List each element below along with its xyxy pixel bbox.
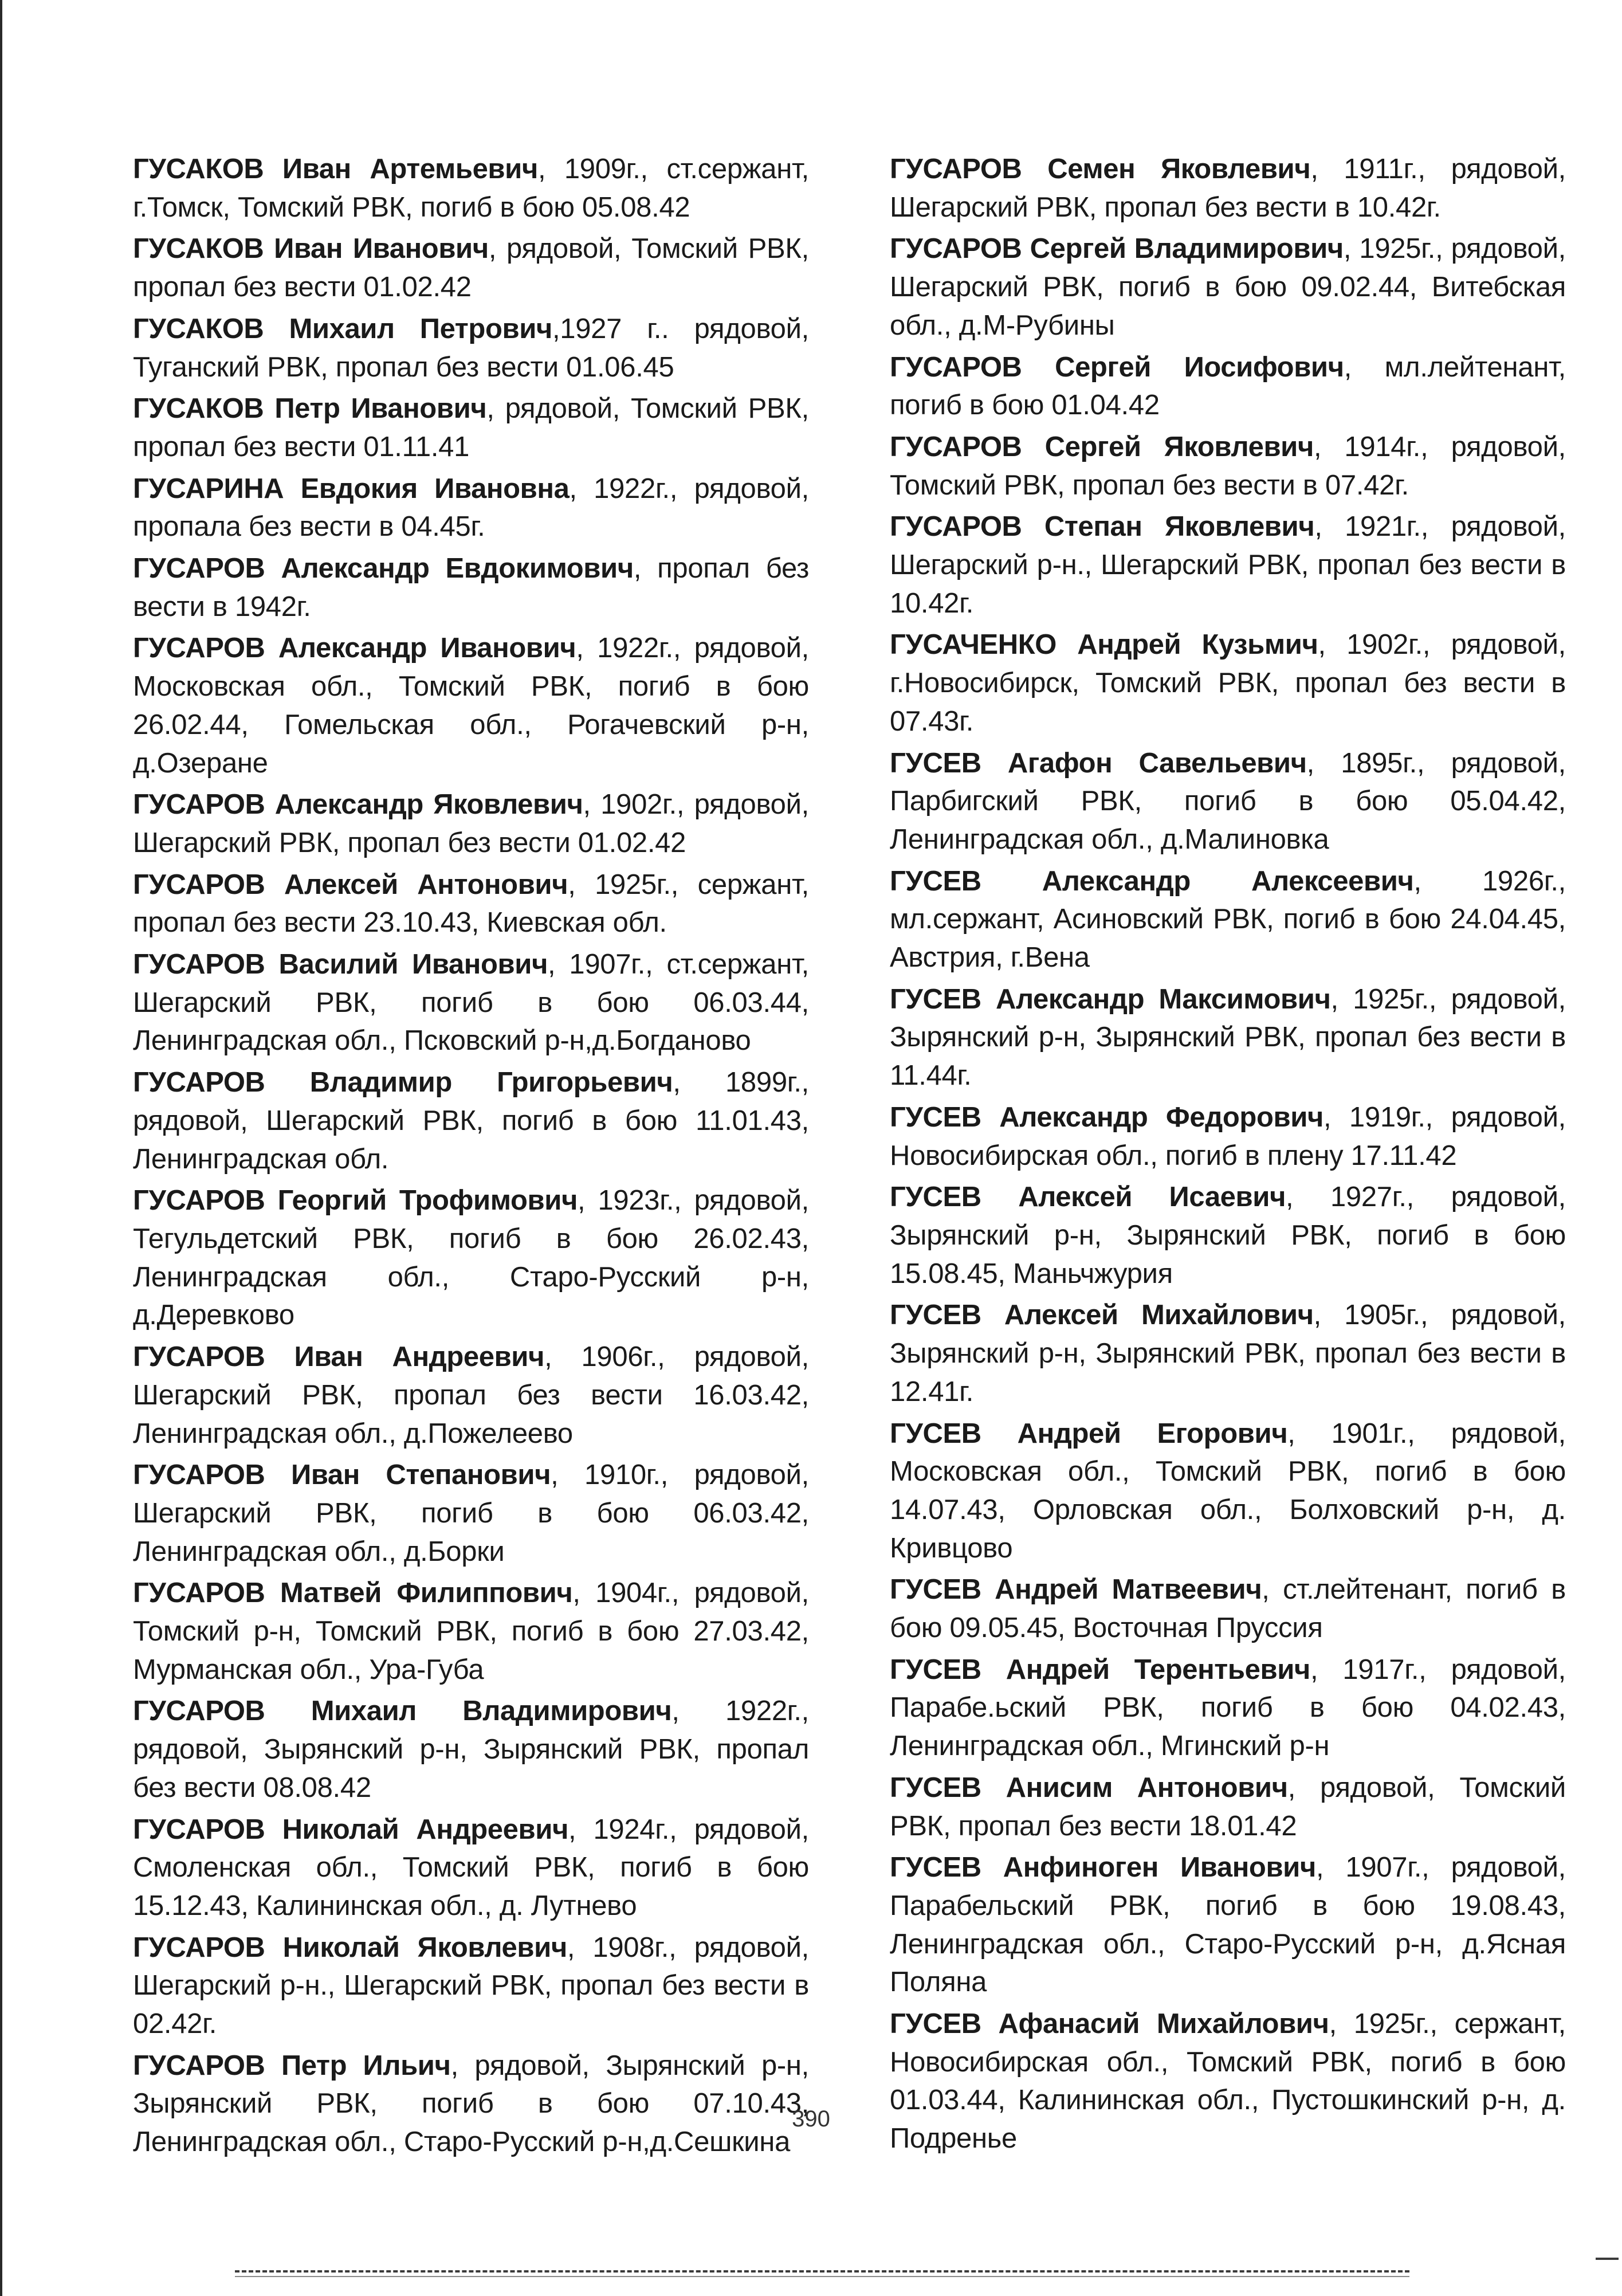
record-entry — [890, 150, 1566, 226]
record-details: , 1902г., рядовой, г.Новосибирск, Томский РВК, пропал без вести в 07.43г. — [890, 629, 1566, 737]
record-details: , 1908г., рядовой, Шегарский р-н., Шегарский РВК, пропал без вести в 02.42г. — [133, 1932, 809, 2040]
record-name: ГУСАРОВ Иван Степанович — [133, 1459, 551, 1491]
right-column — [890, 150, 1566, 2161]
record-name: ГУСАКОВ Петр Иванович — [133, 393, 487, 425]
record-entry — [890, 508, 1566, 622]
record-entry — [133, 629, 809, 782]
record-name: ГУСЕВ Алексей Михайлович — [890, 1300, 1314, 1331]
record-details: , 1925г., рядовой, Зырянский р-н, Зырянский РВК, пропал без вести в 11.44г. — [890, 983, 1566, 1092]
record-details: , 1899г., рядовой, Шегарский РВК, погиб в бою 11.01.43, Ленинградская обл. — [133, 1067, 810, 1175]
record-details: , 1924г., рядовой, Смоленская обл., Томский РВК, погиб в бою 15.12.43, Калининская обл., д. Лутнево — [133, 1814, 809, 1921]
record-entry — [890, 348, 1566, 425]
record-name: ГУСАРОВ Сергей Яковлевич — [890, 431, 1314, 462]
record-name: ГУСЕВ Андрей Терентьевич — [890, 1654, 1310, 1685]
record-name: ГУСЕВ Александр Федорович — [890, 1101, 1323, 1133]
record-entry — [133, 1182, 809, 1335]
record-name: ГУСАКОВ Михаил Петрович — [133, 313, 552, 344]
record-entry — [133, 390, 809, 466]
record-details: , 1911г., рядовой, Шегарский РВК, пропал без вести в 10.42г. — [890, 154, 1566, 223]
record-entry — [133, 230, 809, 306]
record-details: , 1923г., рядовой, Тегульдетский РВК, погиб в бою 26.02.43, Ленинградская обл., Старо-Русский р-н, д.Деревково — [133, 1185, 809, 1331]
record-name: ГУСАРОВ Сергей Владимирович — [890, 233, 1344, 265]
record-name: ГУСАРИНА Евдокия Ивановна — [133, 473, 570, 504]
record-entry — [890, 744, 1566, 859]
record-entry — [133, 786, 809, 862]
page-number: 390 — [792, 2106, 830, 2132]
record-entry — [133, 1456, 809, 1571]
record-entry — [890, 980, 1566, 1095]
record-name: ГУСАРОВ Иван Андреевич — [133, 1341, 545, 1373]
record-entry — [133, 1811, 809, 1925]
record-entry — [133, 550, 809, 626]
record-name: ГУСЕВ Андрей Матвеевич — [890, 1574, 1262, 1606]
record-name: ГУСАРОВ Николай Яковлевич — [133, 1932, 567, 1963]
record-name: ГУСАРОВ Георгий Трофимович — [133, 1185, 578, 1216]
record-name: ГУСЕВ Афанасий Михайлович — [890, 2008, 1329, 2040]
record-details: ,1927 г.. рядовой, Туганский РВК, пропал без вести 01.06.45 — [133, 313, 809, 383]
record-name: ГУСАРОВ Владимир Григорьевич — [133, 1067, 673, 1098]
record-name: ГУСАРОВ Степан Яковлевич — [890, 511, 1315, 543]
record-entry — [890, 1571, 1566, 1647]
record-entry — [890, 1098, 1566, 1175]
record-name: ГУСЕВ Агафон Савельевич — [890, 747, 1307, 779]
record-entry — [133, 866, 809, 942]
record-details: , 1902г., рядовой, Шегарский РВК, пропал без вести 01.02.42 — [133, 789, 809, 858]
record-name: ГУСАРОВ Александр Яковлевич — [133, 789, 583, 821]
record-details: , 1914г., рядовой, Томский РВК, пропал без вести в 07.42г. — [890, 431, 1566, 501]
record-entry — [890, 626, 1566, 740]
record-name: ГУСАРОВ Сергей Иосифович — [890, 351, 1344, 383]
record-details: , 1922г., рядовой, пропала без вести в 04.45г. — [133, 473, 809, 543]
scan-edge-line — [0, 0, 2, 2296]
record-entry — [133, 2047, 809, 2161]
record-entry — [890, 2005, 1566, 2158]
record-entry — [133, 945, 809, 1060]
record-details: , 1917г., рядовой, Парабе.ьский РВК, погиб в бою 04.02.43, Ленинградская обл., Мгинский р-н — [890, 1654, 1566, 1762]
record-details: , 1922г., рядовой, Московская обл., Томский РВК, погиб в бою 26.02.44, Гомельская обл., Рогачевский р-н, д.Озеране — [133, 633, 809, 779]
record-details: , мл.лейтенант, погиб в бою 01.04.42 — [890, 351, 1566, 421]
record-details: , 1921г., рядовой, Шегарский р-н., Шегарский РВК, пропал без вести в 10.42г. — [890, 511, 1566, 619]
record-entry — [890, 1651, 1566, 1765]
bottom-rule-thin — [235, 2276, 1409, 2277]
record-details: , 1910г., рядовой, Шегарский РВК, погиб в бою 06.03.42, Ленинградская обл., д.Борки — [133, 1459, 809, 1567]
record-entry — [890, 230, 1566, 344]
record-entry — [133, 1929, 809, 2043]
record-name: ГУСАКОВ Иван Иванович — [133, 233, 489, 265]
record-entry — [133, 1692, 809, 1807]
record-name: ГУСАРОВ Александр Иванович — [133, 633, 576, 664]
record-name: ГУСАРОВ Семен Яковлевич — [890, 154, 1311, 185]
record-entry — [133, 1338, 809, 1453]
record-details: , рядовой, Томский РВК, пропал без вести 01.02.42 — [133, 233, 809, 303]
record-name: ГУСЕВ Андрей Егорович — [890, 1418, 1288, 1449]
record-name: ГУСАРОВ Василий Иванович — [133, 949, 548, 980]
record-details: , 1925г., рядовой, Шегарский РВК, погиб в бою 09.02.44, Витебская обл., д.М-Рубины — [890, 233, 1566, 341]
bottom-rule — [235, 2270, 1409, 2273]
record-entry — [890, 1415, 1566, 1568]
record-details: , 1907г., рядовой, Парабельский РВК, погиб в бою 19.08.43, Ленинградская обл., Старо-Русский р-н, д.Ясная Поляна — [890, 1852, 1566, 1998]
record-details: , 1925г., сержант, пропал без вести 23.10.43, Киевская обл. — [133, 869, 809, 939]
record-name: ГУСАРОВ Михаил Владимирович — [133, 1695, 672, 1727]
record-entry — [890, 1178, 1566, 1293]
record-entry — [890, 862, 1566, 977]
record-entry — [133, 310, 809, 386]
record-name: ГУСЕВ Алексей Исаевич — [890, 1182, 1286, 1213]
record-entry — [890, 1848, 1566, 2001]
record-details: , 1905г., рядовой, Зырянский р-н, Зырянский РВК, пропал без вести в 12.41г. — [890, 1300, 1566, 1407]
record-entry — [133, 470, 809, 546]
record-details: , пропал без вести в 1942г. — [133, 553, 810, 622]
record-name: ГУСАКОВ Иван Артемьевич — [133, 154, 538, 185]
record-details: , рядовой, Томский РВК, пропал без вести 18.01.42 — [890, 1772, 1566, 1842]
record-details: , ст.лейтенант, погиб в бою 09.05.45, Восточная Пруссия — [890, 1574, 1566, 1644]
corner-mark — [1596, 2258, 1619, 2274]
record-details: , 1925г., сержант, Новосибирская обл., Томский РВК, погиб в бою 01.03.44, Калининская обл., Пустошкинский р-н, д. Подренье — [890, 2008, 1566, 2154]
record-name: ГУСЕВ Анфиноген Иванович — [890, 1852, 1316, 1883]
record-entry — [890, 1296, 1566, 1411]
record-details: , 1919г., рядовой, Новосибирская обл., погиб в плену 17.11.42 — [890, 1101, 1566, 1171]
record-details: , 1922г., рядовой, Зырянский р-н, Зырянский РВК, пропал без вести 08.08.42 — [133, 1695, 809, 1803]
record-details: , 1904г., рядовой, Томский р-н, Томский РВК, погиб в бою 27.03.42, Мурманская обл., Ура-Губа — [133, 1577, 809, 1685]
record-name: ГУСАРОВ Александр Евдокимович — [133, 553, 634, 584]
record-name: ГУСАЧЕНКО Андрей Кузьмич — [890, 629, 1318, 661]
record-details: , 1909г., ст.сержант, г.Томск, Томский РВК, погиб в бою 05.08.42 — [133, 154, 809, 223]
record-details: , 1901г., рядовой, Московская обл., Томский РВК, погиб в бою 14.07.43, Орловская обл., Болховский р-н, д. Кривцово — [890, 1418, 1566, 1564]
record-details: , 1907г., ст.сержант, Шегарский РВК, погиб в бою 06.03.44, Ленинградская обл., Псковский р-н,д.Богданово — [133, 949, 810, 1057]
record-name: ГУСАРОВ Николай Андреевич — [133, 1814, 569, 1845]
record-name: ГУСАРОВ Алексей Антонович — [133, 869, 568, 900]
record-name: ГУСАРОВ Петр Ильич — [133, 2050, 451, 2081]
record-name: ГУСАРОВ Матвей Филиппович — [133, 1577, 573, 1609]
record-entry — [890, 1769, 1566, 1845]
record-entry — [133, 1063, 809, 1178]
record-entry — [133, 1574, 809, 1689]
record-name: ГУСЕВ Александр Алексеевич — [890, 865, 1414, 897]
record-details: , рядовой, Зырянский р-н, Зырянский РВК, погиб в бою 07.10.43, Ленинградская обл., Старо-Русский р-н,д.Сешкина — [133, 2050, 809, 2158]
record-entry — [890, 428, 1566, 504]
record-entry — [133, 150, 809, 226]
record-name: ГУСЕВ Александр Максимович — [890, 983, 1331, 1015]
record-details: , 1927г., рядовой, Зырянский р-н, Зырянский РВК, погиб в бою 15.08.45, Маньчжурия — [890, 1182, 1566, 1289]
left-column — [133, 150, 809, 2165]
record-details: , 1906г., рядовой, Шегарский РВК, пропал без вести 16.03.42, Ленинградская обл., д.Пожелеево — [133, 1341, 809, 1449]
record-details: , рядовой, Томский РВК, пропал без вести 01.11.41 — [133, 393, 809, 462]
record-name: ГУСЕВ Анисим Антонович — [890, 1772, 1288, 1803]
record-details: , 1926г., мл.сержант, Асиновский РВК, погиб в бою 24.04.45, Австрия, г.Вена — [890, 865, 1566, 974]
record-details: , 1895г., рядовой, Парбигский РВК, погиб в бою 05.04.42, Ленинградская обл., д.Малиновка — [890, 747, 1566, 855]
